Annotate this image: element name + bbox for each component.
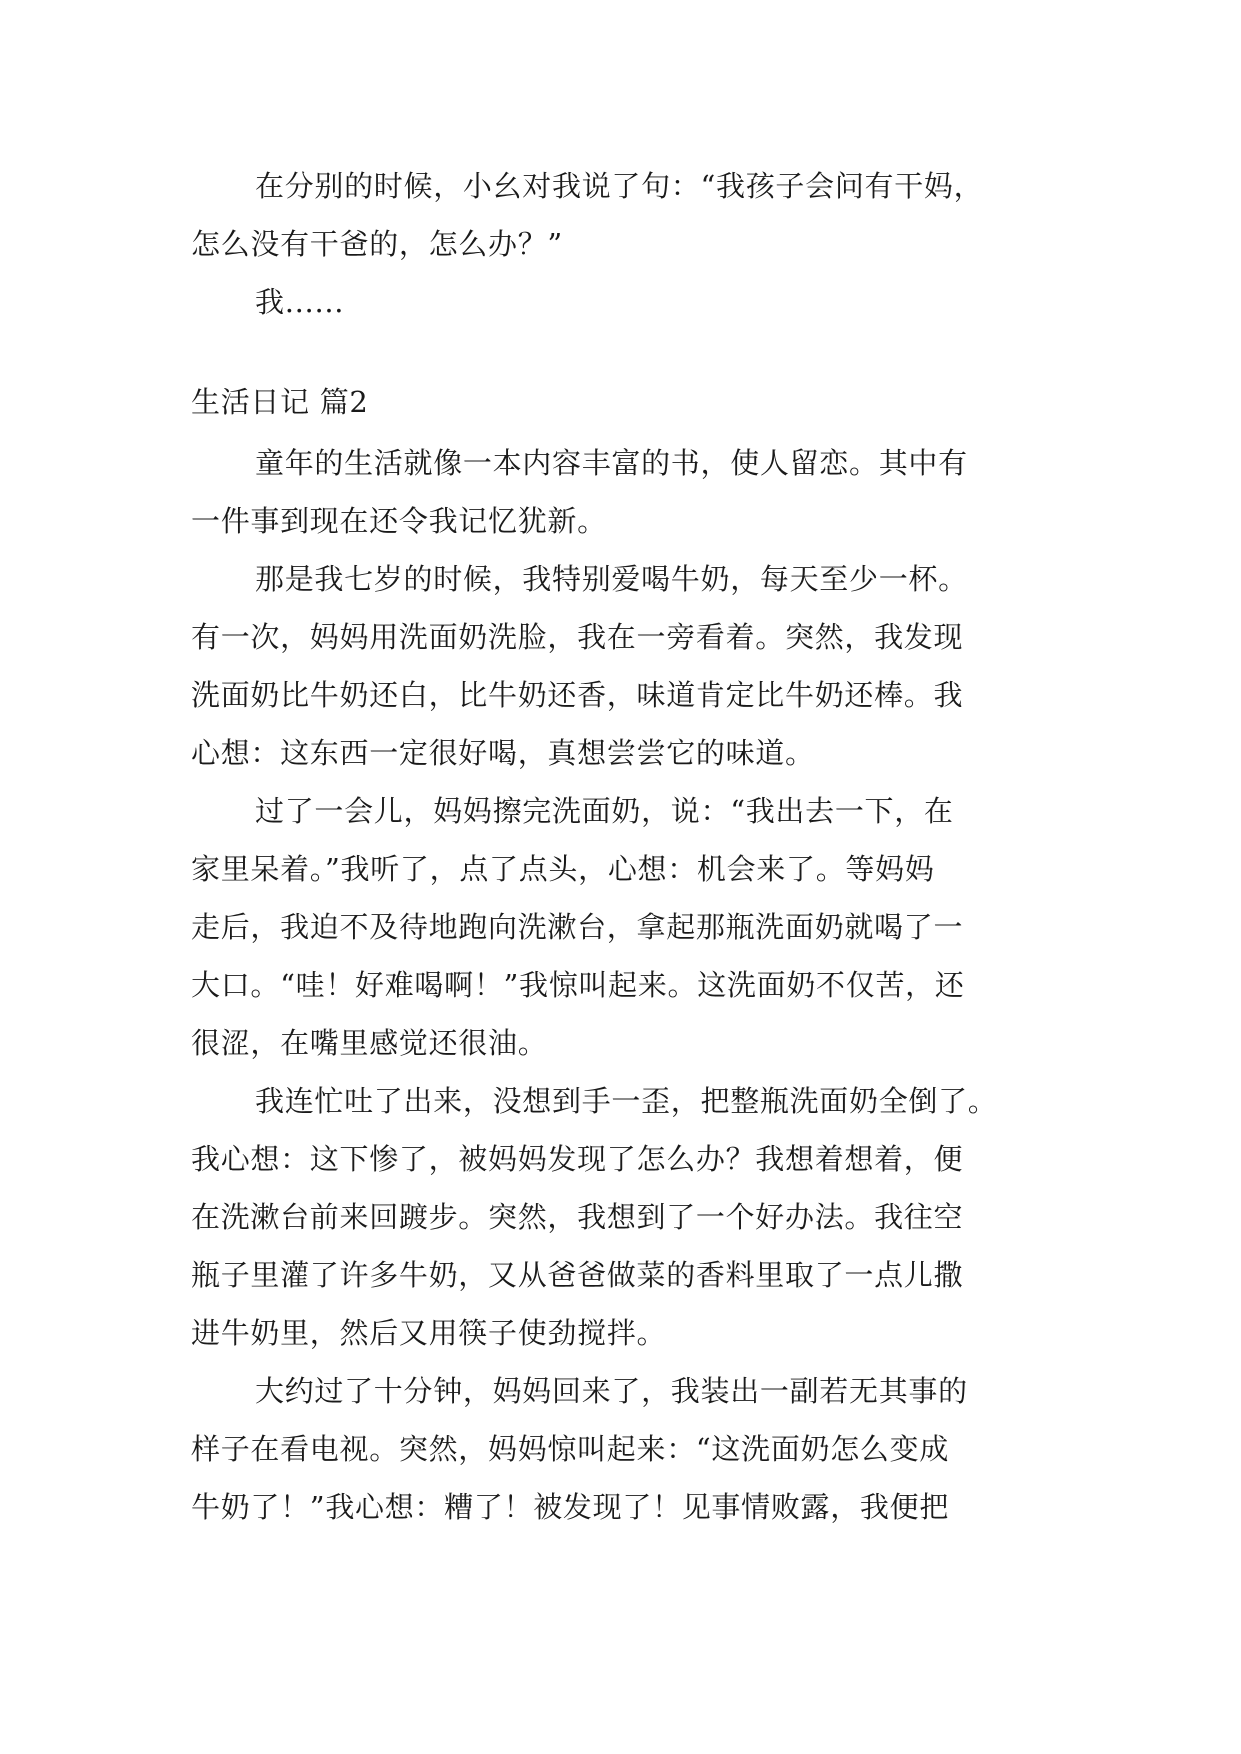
- paragraph-line: 很涩，在嘴里感觉还很油。: [191, 1026, 548, 1060]
- paragraph-line: 童年的生活就像一本内容丰富的书，使人留恋。其中有: [255, 446, 968, 480]
- paragraph-line: 有一次，妈妈用洗面奶洗脸，我在一旁看着。突然，我发现: [191, 620, 964, 654]
- paragraph-line: 我连忙吐了出来，没想到手一歪，把整瓶洗面奶全倒了。: [255, 1084, 998, 1118]
- paragraph-line: 大约过了十分钟，妈妈回来了，我装出一副若无其事的: [255, 1374, 968, 1408]
- paragraph-line: 家里呆着。”我听了，点了点头，心想：机会来了。等妈妈: [191, 852, 935, 886]
- section-heading: 生活日记 篇2: [191, 385, 369, 419]
- paragraph-line: 一件事到现在还令我记忆犹新。: [191, 504, 607, 538]
- paragraph-line: 那是我七岁的时候，我特别爱喝牛奶，每天至少一杯。: [255, 562, 968, 596]
- paragraph-line: 在洗漱台前来回踱步。突然，我想到了一个好办法。我往空: [191, 1200, 964, 1234]
- paragraph-line: 怎么没有干爸的，怎么办？”: [191, 227, 563, 261]
- paragraph-line: 过了一会儿，妈妈擦完洗面奶，说：“我出去一下，在: [255, 794, 954, 828]
- paragraph-line: 大口。“哇！好难喝啊！”我惊叫起来。这洗面奶不仅苦，还: [191, 968, 965, 1002]
- paragraph-line: 走后，我迫不及待地跑向洗漱台，拿起那瓶洗面奶就喝了一: [191, 910, 964, 944]
- paragraph-line: 在分别的时候，小幺对我说了句：“我孩子会问有干妈，: [255, 169, 984, 203]
- paragraph-line: 洗面奶比牛奶还白，比牛奶还香，味道肯定比牛奶还棒。我: [191, 678, 964, 712]
- paragraph-line: 进牛奶里，然后又用筷子使劲搅拌。: [191, 1316, 667, 1350]
- paragraph-line: 瓶子里灌了许多牛奶，又从爸爸做菜的香料里取了一点儿撒: [191, 1258, 964, 1292]
- paragraph-line: 我心想：这下惨了，被妈妈发现了怎么办？我想着想着，便: [191, 1142, 964, 1176]
- paragraph-line: 牛奶了！”我心想：糟了！被发现了！见事情败露，我便把: [191, 1490, 950, 1524]
- paragraph-line: 我......: [255, 285, 345, 319]
- paragraph-line: 样子在看电视。突然，妈妈惊叫起来：“这洗面奶怎么变成: [191, 1432, 950, 1466]
- paragraph-line: 心想：这东西一定很好喝，真想尝尝它的味道。: [191, 736, 815, 770]
